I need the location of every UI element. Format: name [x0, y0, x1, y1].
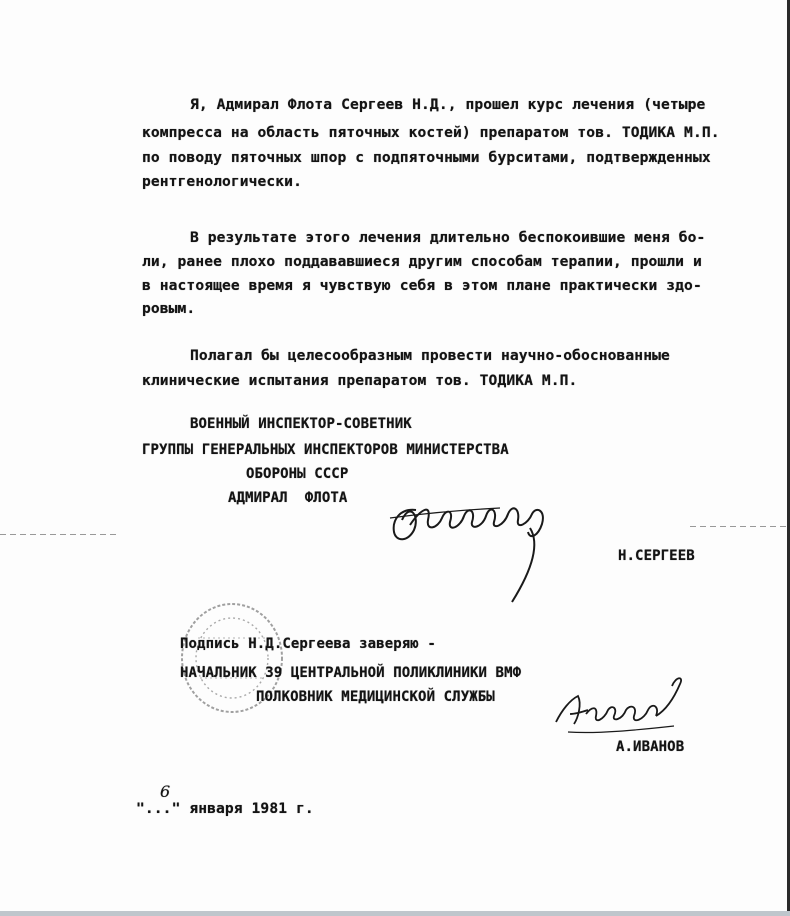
signatory-title-3: ОБОРОНЫ СССР — [246, 466, 349, 482]
date-day-placeholder: ... — [144, 800, 172, 817]
date-month-year: января 1981 г. — [189, 800, 314, 817]
certification-line-1: Подпись Н.Д.Сергеева заверяю - — [180, 636, 436, 652]
paragraph-2-line-4: ровым. — [142, 300, 196, 317]
paragraph-3-line-1: Полагал бы целесообразным провести научно-обоснованные — [190, 347, 670, 364]
certification-line-3: ПОЛКОВНИК МЕДИЦИНСКОЙ СЛУЖБЫ — [256, 689, 495, 705]
paragraph-2-line-1: В результате этого лечения длительно беспокоившие меня бо- — [190, 229, 706, 246]
signatory-name: Н.СЕРГЕЕВ — [618, 548, 695, 564]
paragraph-3-line-2: клинические испытания препаратом тов. ТОДИКА М.П. — [142, 372, 578, 389]
date-open-quote: " — [136, 800, 145, 817]
paragraph-1-line-4: рентгенологически. — [142, 173, 302, 190]
date-day-handwritten: 6 — [160, 782, 171, 801]
paragraph-1-line-2: компресса на область пяточных костей) препаратом тов. ТОДИКА М.П. — [142, 124, 720, 141]
paragraph-2-line-2: ли, ранее плохо поддававшиеся другим способам терапии, прошли и — [142, 253, 702, 270]
paragraph-2-line-3: в настоящее время я чувствую себя в этом плане практически здо- — [142, 277, 702, 294]
document-date — [136, 800, 314, 817]
paragraph-1-line-3: по поводу пяточных шпор с подпяточными бурситами, подтвержденных — [142, 149, 711, 166]
ivanov-signature — [548, 670, 698, 740]
paragraph-1-line-1: Я, Адмирал Флота Сергеев Н.Д., прошел курс лечения (четыре — [190, 96, 706, 113]
signatory-title-2: ГРУППЫ ГЕНЕРАЛЬНЫХ ИНСПЕКТОРОВ МИНИСТЕРСТВА — [142, 442, 509, 458]
scan-artifact-line — [690, 526, 786, 527]
scan-edge-bottom — [0, 911, 790, 916]
signatory-title-1: ВОЕННЫЙ ИНСПЕКТОР-СОВЕТНИК — [190, 416, 412, 432]
certification-name: А.ИВАНОВ — [616, 739, 685, 755]
date-close-quote: " — [171, 800, 181, 817]
sergeev-signature — [380, 480, 570, 610]
scan-artifact-line — [0, 534, 120, 535]
certification-line-2: НАЧАЛЬНИК 39 ЦЕНТРАЛЬНОЙ ПОЛИКЛИНИКИ ВМФ — [180, 665, 522, 681]
signatory-rank: АДМИРАЛ ФЛОТА — [228, 490, 348, 506]
